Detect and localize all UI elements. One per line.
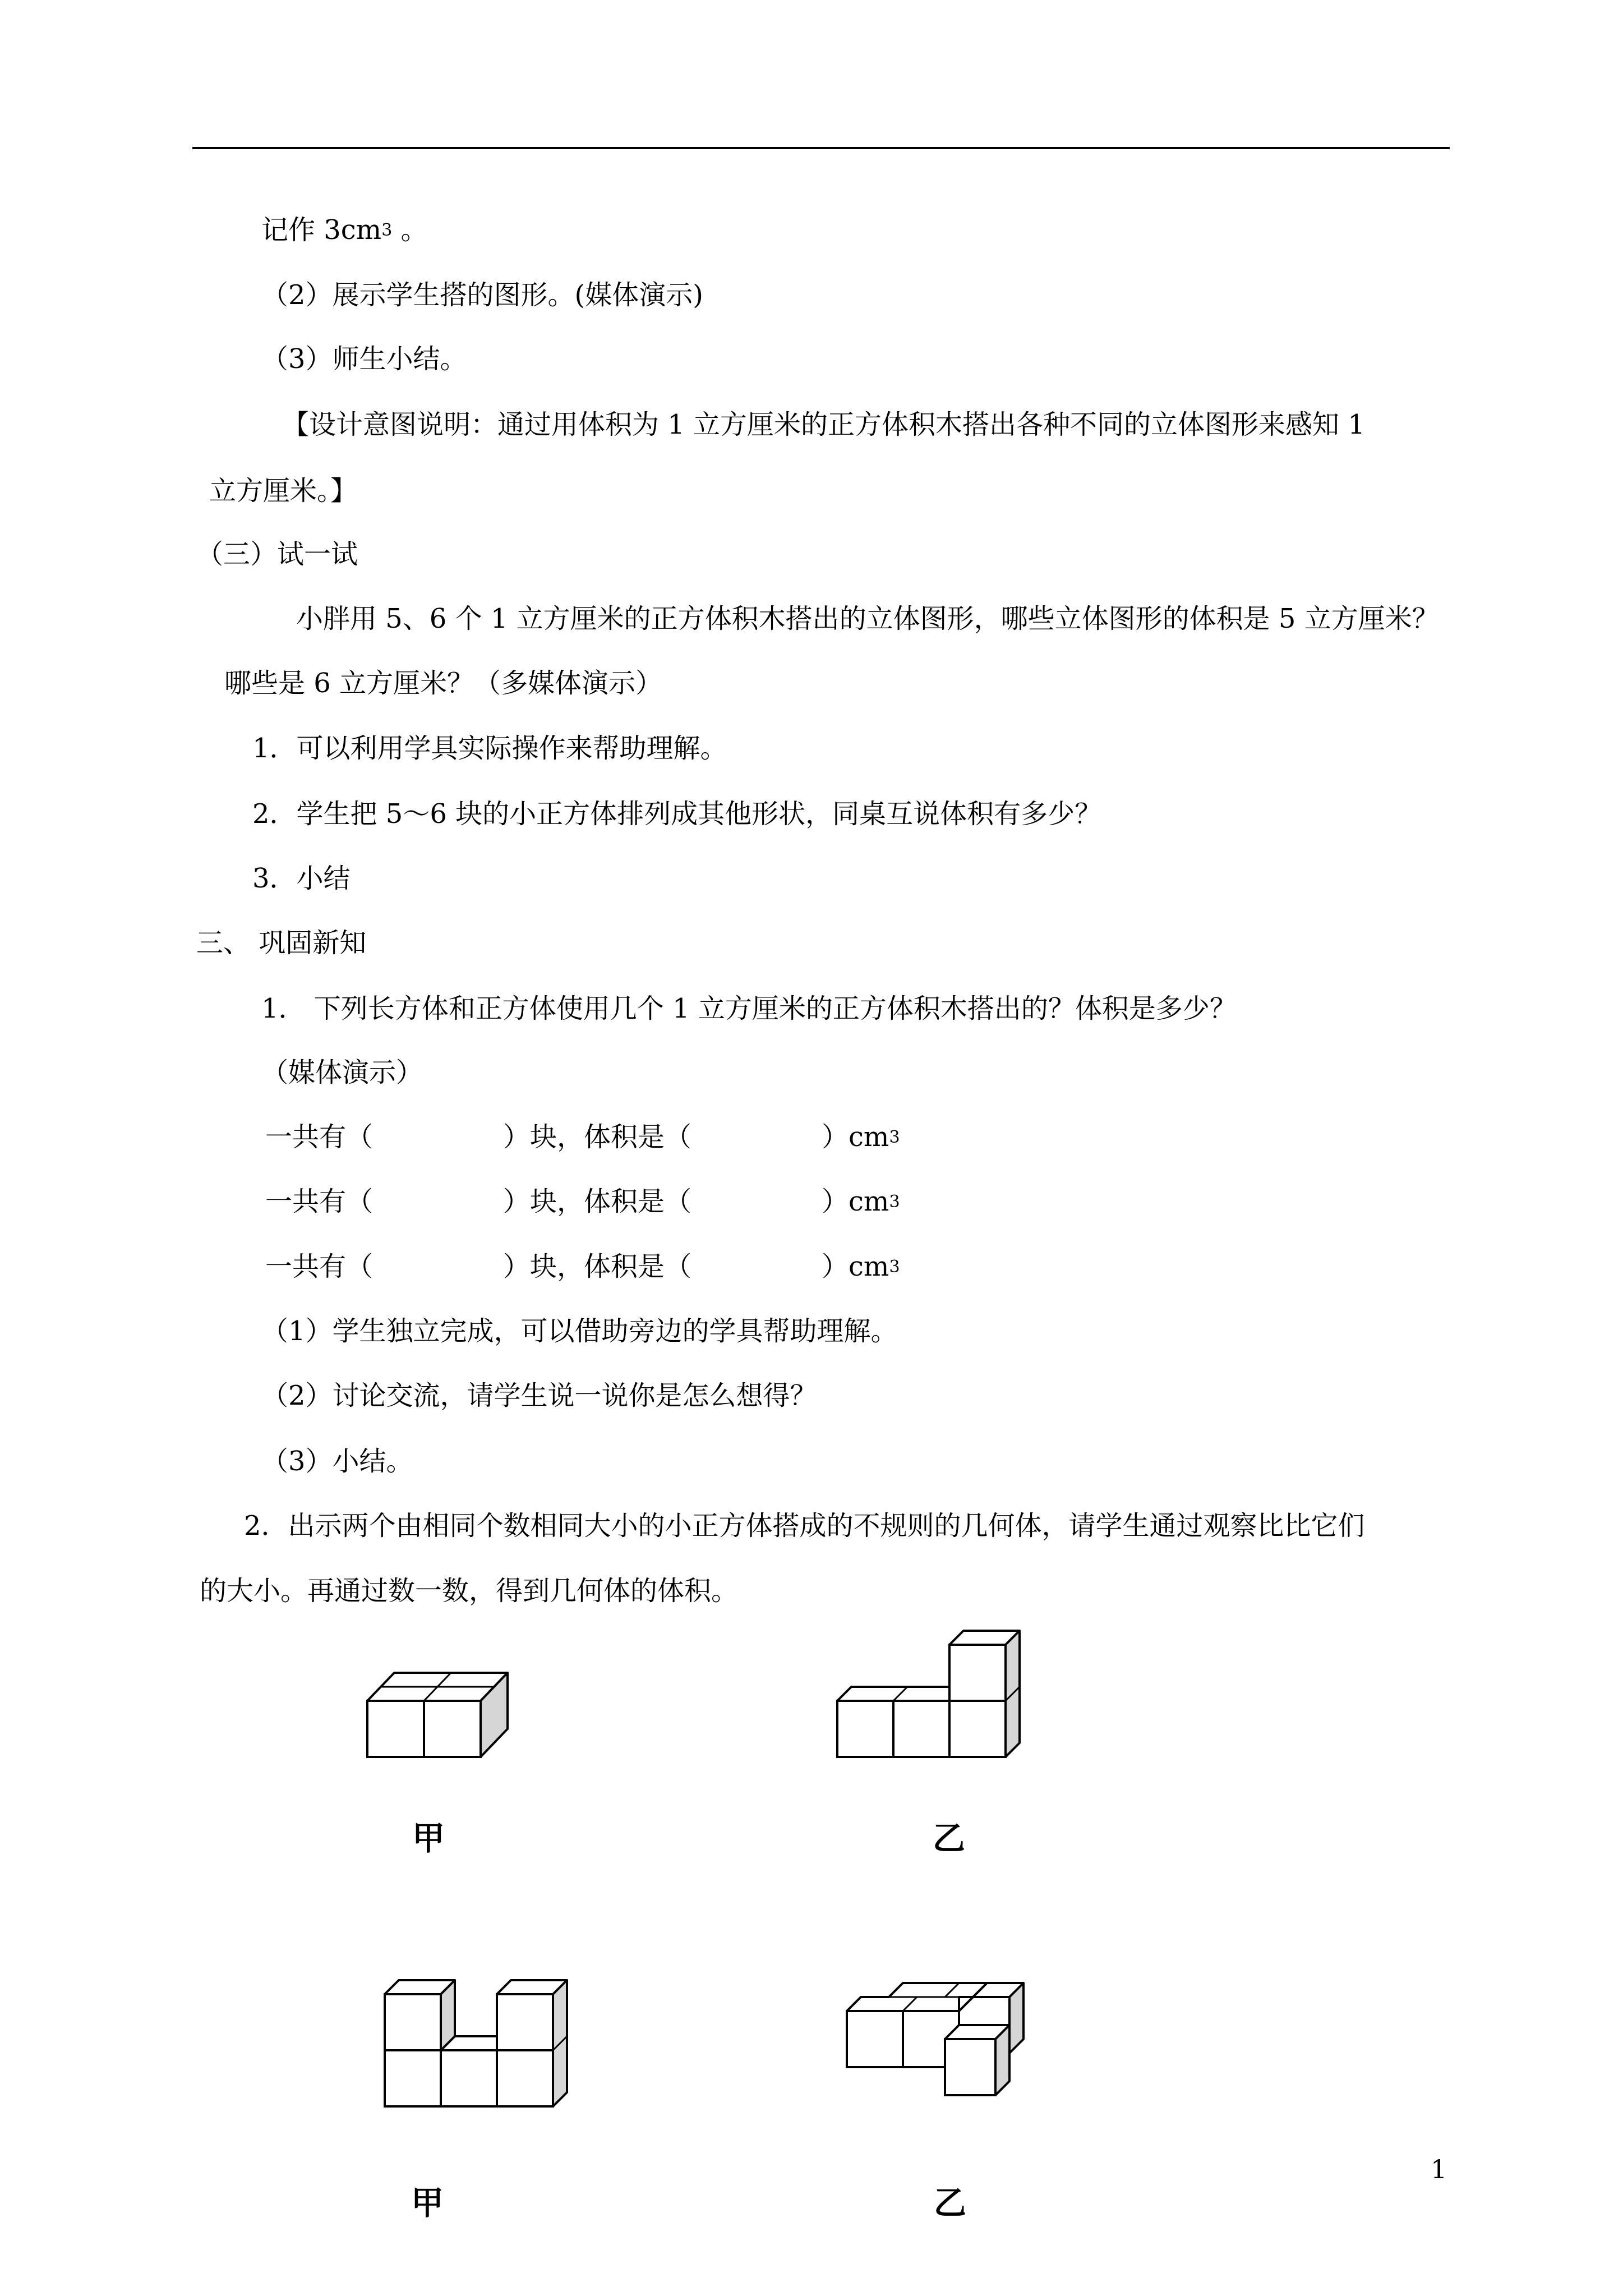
text-line: 【设计意图说明：通过用体积为 1 立方厘米的正方体积木搭出各种不同的立体图形来感知 1 [282, 409, 1365, 440]
text-line: （3）小结。 [261, 1446, 413, 1477]
fill-row: 一共有（ ）块，体积是（ ）$cm^3$ [265, 1121, 900, 1153]
figure-caption: 甲 [411, 2184, 444, 2222]
fill-row: 一共有（ ）块，体积是（ ）$cm^3$ [265, 1186, 900, 1217]
text-line: （3）师生小结。 [261, 343, 467, 375]
list-item: 1．可以利用学具实际操作来帮助理解。 [252, 733, 727, 764]
figure-caption: 乙 [934, 2184, 967, 2222]
figure-caption: 乙 [933, 1819, 966, 1857]
section-heading: （三）试一试 [196, 539, 358, 570]
list-item: 1． 下列长方体和正方体使用几个 1 立方厘米的正方体积木搭出的？体积是多少？ [261, 993, 1237, 1024]
figure-caption: 甲 [412, 1819, 445, 1857]
list-item: 3．小结 [252, 863, 351, 894]
fill-row: 一共有（ ）块，体积是（ ）$cm^3$ [265, 1251, 900, 1282]
text-line: （媒体演示） [261, 1057, 423, 1088]
text-line: 立方厘米。】 [209, 475, 358, 507]
section-heading: 三、 巩固新知 [196, 927, 367, 959]
header-rule [192, 147, 1450, 149]
list-item: 2．学生把 5～6 块的小正方体排列成其他形状，同桌互说体积有多少？ [252, 798, 1102, 830]
text-line: （1）学生独立完成，可以借助旁边的学具帮助理解。 [261, 1315, 898, 1347]
cube-figure-yi-1 [837, 1630, 1039, 1767]
list-item: 2．出示两个由相同个数相同大小的小正方体搭成的不规则的几何体，请学生通过观察比比它们 [244, 1510, 1365, 1542]
text-line: 的大小。再通过数一数，得到几何体的体积。 [200, 1575, 739, 1607]
text-line: （2）讨论交流，请学生说一说你是怎么想得？ [261, 1380, 817, 1411]
text-line: 记作 $3cm^3$ 。 [261, 214, 428, 246]
cube-figure-jia-1 [367, 1672, 530, 1767]
cube-figure-jia-2 [385, 1976, 575, 2114]
page-number: 1 [1431, 2154, 1447, 2184]
text-line: 小胖用 5、6 个 1 立方厘米的正方体积木搭出的立体图形，哪些立体图形的体积是 5 立方厘米？ [296, 603, 1439, 634]
text-line: 哪些是 6 立方厘米？（多媒体演示） [224, 668, 663, 699]
text-line: （2）展示学生搭的图形。(媒体演示) [261, 279, 703, 311]
cube-figure-yi-2 [847, 1982, 1038, 2102]
